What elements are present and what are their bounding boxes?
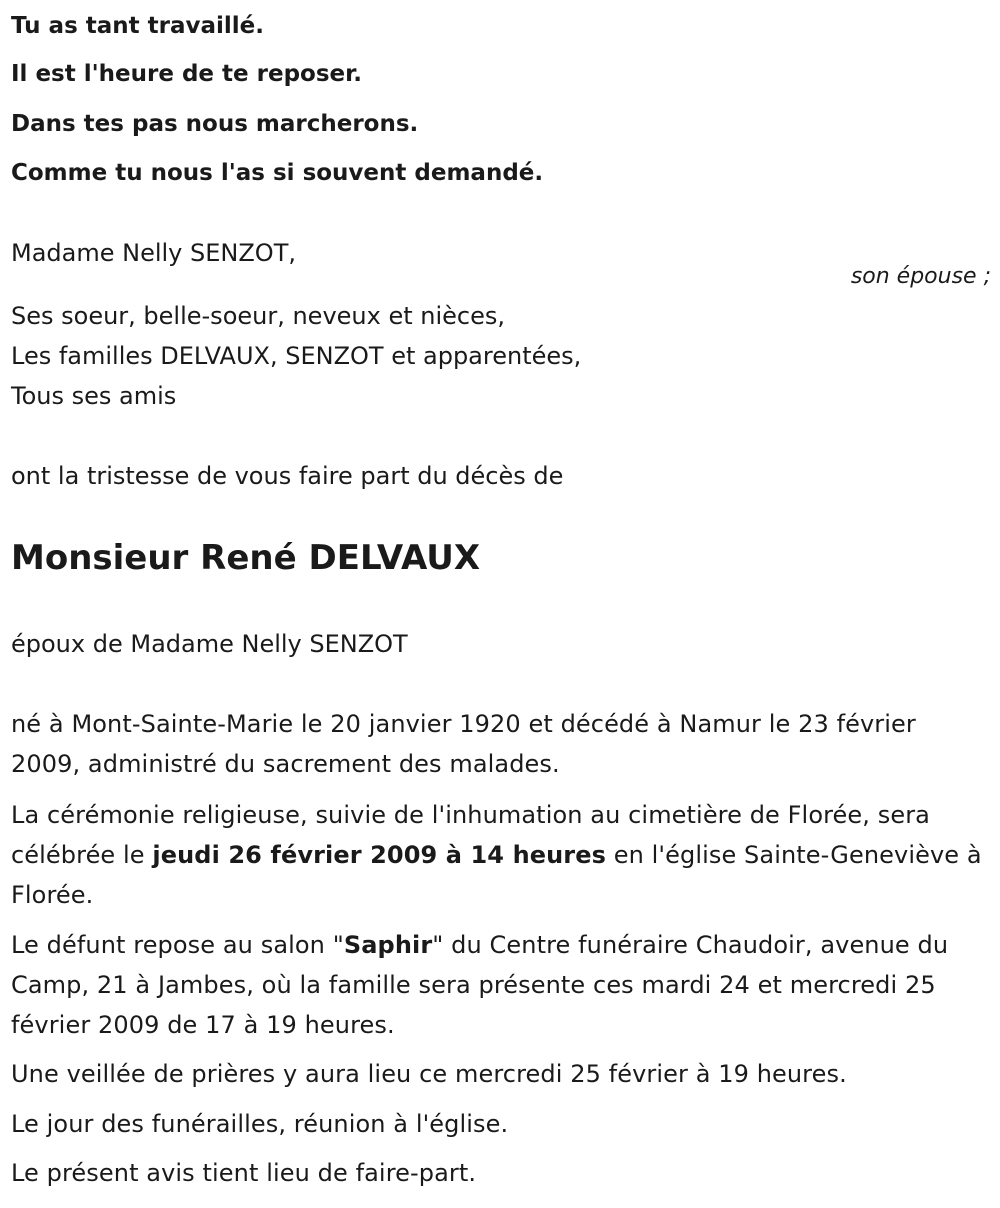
spouse-of-line: époux de Madame Nelly SENZOT (11, 630, 408, 658)
announcement-line: ont la tristesse de vous faire part du décès de (11, 462, 564, 490)
notice-paragraph: Le présent avis tient lieu de faire-part. (11, 1159, 477, 1187)
funeral-day-paragraph: Le jour des funérailles, réunion à l'église. (11, 1110, 509, 1138)
deceased-name: Monsieur René DELVAUX (11, 538, 481, 578)
poem-line-3: Dans tes pas nous marcherons. (11, 111, 419, 137)
spouse-name: Madame Nelly SENZOT, (11, 239, 296, 267)
poem-line-1: Tu as tant travaillé. (11, 13, 265, 39)
ceremony-paragraph (11, 795, 991, 915)
rest-text-end: " du Centre funéraire Chaudoir, avenue du Camp, 21 à Jambes, où la famille sera présente ces mardi 24 et mercredi 25 février 2009 de 17 à 19 heures. (11, 931, 949, 1039)
birth-death-paragraph: né à Mont-Sainte-Marie le 20 janvier 1920 et décédé à Namur le 23 février 2009, administré du sacrement des malades. (11, 710, 916, 778)
siblings-line: Ses soeur, belle-soeur, neveux et nièces, (11, 302, 506, 330)
ceremony-date: jeudi 26 février 2009 à 14 heures (152, 841, 607, 869)
rest-paragraph (11, 925, 991, 1045)
salon-name: Saphir (343, 931, 433, 959)
rest-text-start: Le défunt repose au salon " (11, 931, 344, 959)
ceremony-text-start: La cérémonie religieuse, suivie de l'inhumation au cimetière de Florée, sera célébrée le (11, 801, 930, 869)
families-line: Les familles DELVAUX, SENZOT et apparentées, (11, 342, 582, 370)
spouse-role: son épouse ; (850, 264, 991, 289)
friends-line: Tous ses amis (11, 382, 177, 410)
ceremony-text-end: en l'église Sainte-Geneviève à Florée. (11, 841, 982, 909)
poem-line-4: Comme tu nous l'as si souvent demandé. (11, 160, 544, 186)
vigil-paragraph: Une veillée de prières y aura lieu ce mercredi 25 février à 19 heures. (11, 1060, 847, 1088)
poem-line-2: Il est l'heure de te reposer. (11, 61, 362, 87)
